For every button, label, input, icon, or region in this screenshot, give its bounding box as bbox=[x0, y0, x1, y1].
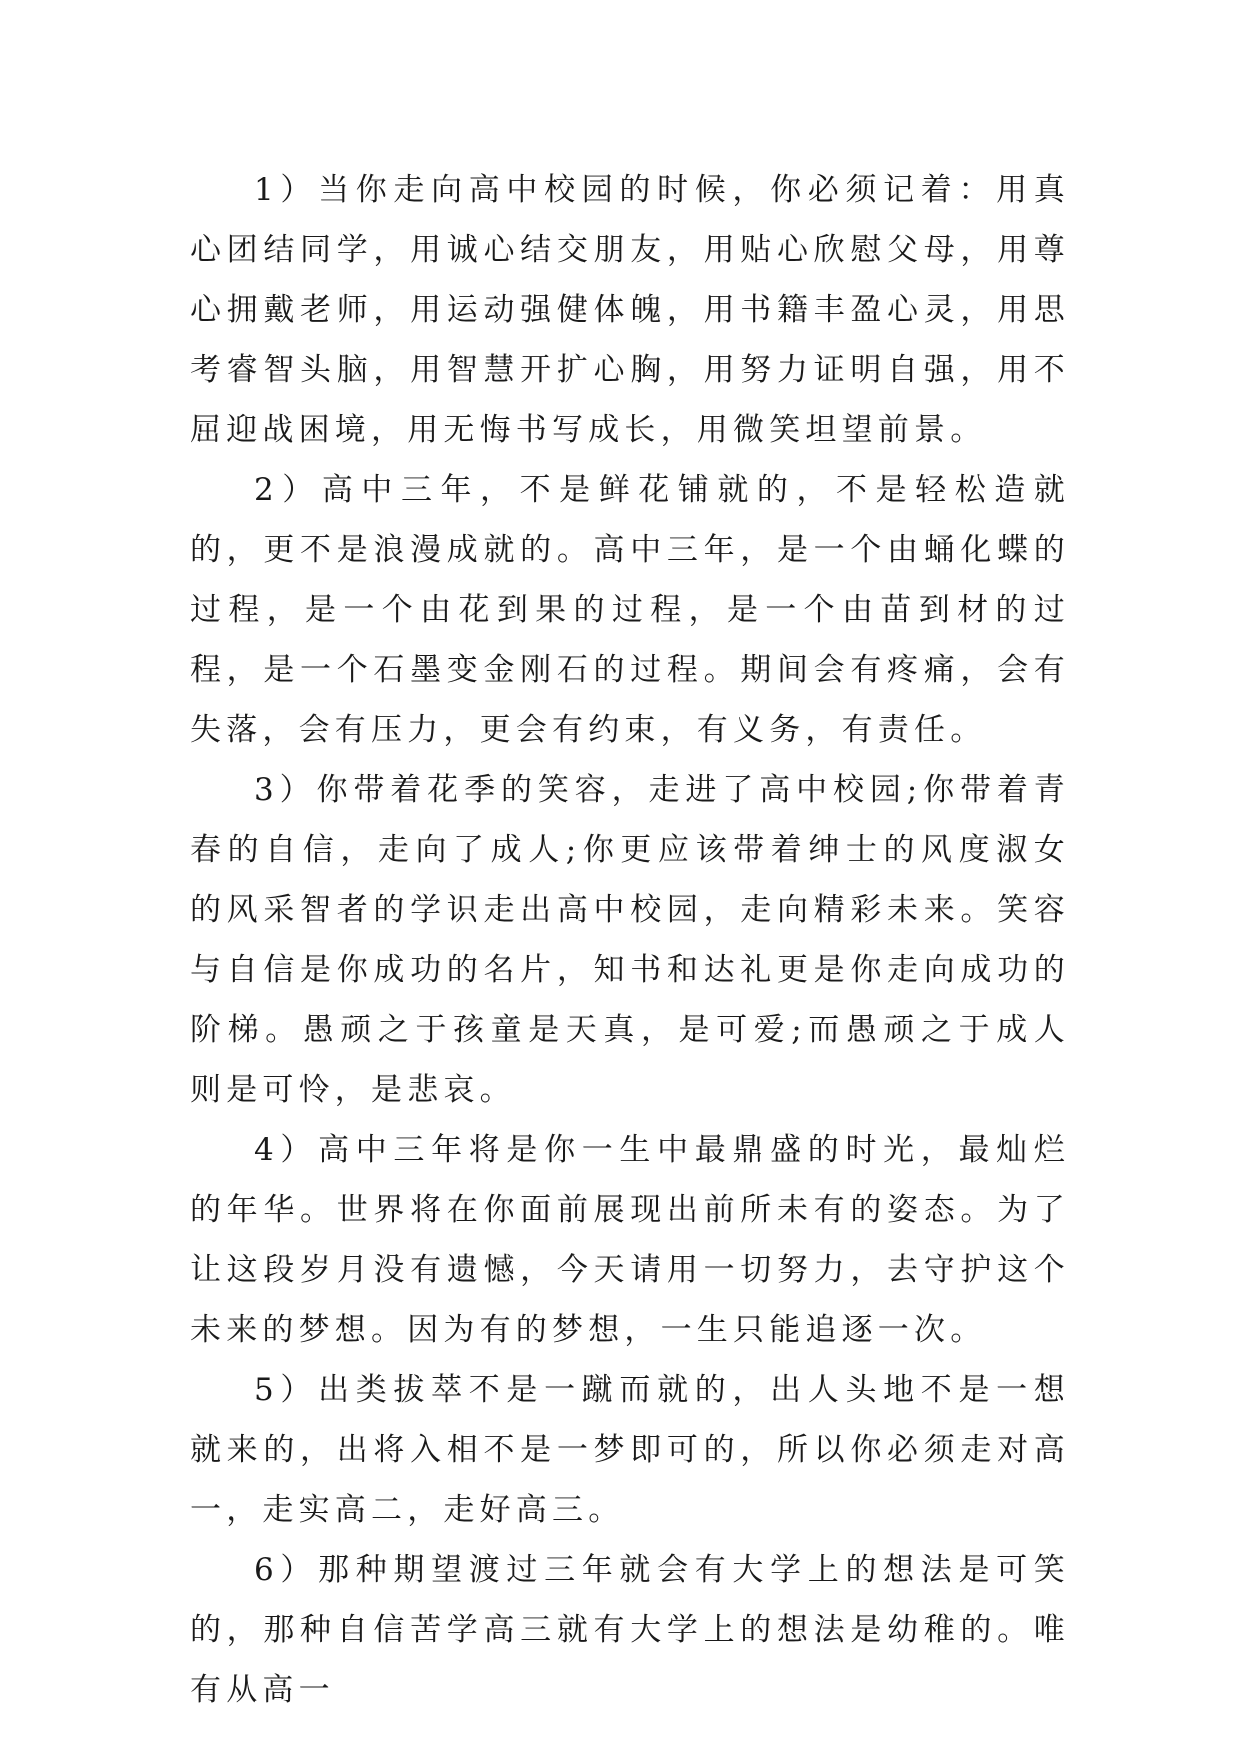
paragraph-3: 3）你带着花季的笑容，走进了高中校园;你带着青春的自信，走向了成人;你更应该带着绅士的风度淑女的风采智者的学识走出高中校园，走向精彩未来。笑容与自信是你成功的名片，知书和达礼更是你走向成功的阶梯。愚顽之于孩童是天真，是可爱;而愚顽之于成人则是可怜，是悲哀。 bbox=[190, 772, 1070, 1108]
paragraph-1: 1）当你走向高中校园的时候，你必须记着：用真心团结同学，用诚心结交朋友，用贴心欣慰父母，用尊心拥戴老师，用运动强健体魄，用书籍丰盈心灵，用思考睿智头脑，用智慧开扩心胸，用努力证明自强，用不屈迎战困境，用无悔书写成长，用微笑坦望前景。 bbox=[190, 172, 1070, 448]
paragraph-5: 5）出类拔萃不是一蹴而就的，出人头地不是一想就来的，出将入相不是一梦即可的，所以你必须走对高一，走实高二，走好高三。 bbox=[190, 1372, 1070, 1528]
document-body bbox=[190, 160, 1070, 1720]
paragraph-2: 2）高中三年，不是鲜花铺就的，不是轻松造就的，更不是浪漫成就的。高中三年，是一个由蛹化蝶的过程，是一个由花到果的过程，是一个由苗到材的过程，是一个石墨变金刚石的过程。期间会有疼痛，会有失落，会有压力，更会有约束，有义务，有责任。 bbox=[190, 472, 1070, 748]
paragraph-4: 4）高中三年将是你一生中最鼎盛的时光，最灿烂的年华。世界将在你面前展现出前所未有的姿态。为了让这段岁月没有遗憾，今天请用一切努力，去守护这个未来的梦想。因为有的梦想，一生只能追逐一次。 bbox=[190, 1132, 1070, 1348]
paragraph-6: 6）那种期望渡过三年就会有大学上的想法是可笑的，那种自信苦学高三就有大学上的想法是幼稚的。唯有从高一 bbox=[190, 1552, 1070, 1708]
